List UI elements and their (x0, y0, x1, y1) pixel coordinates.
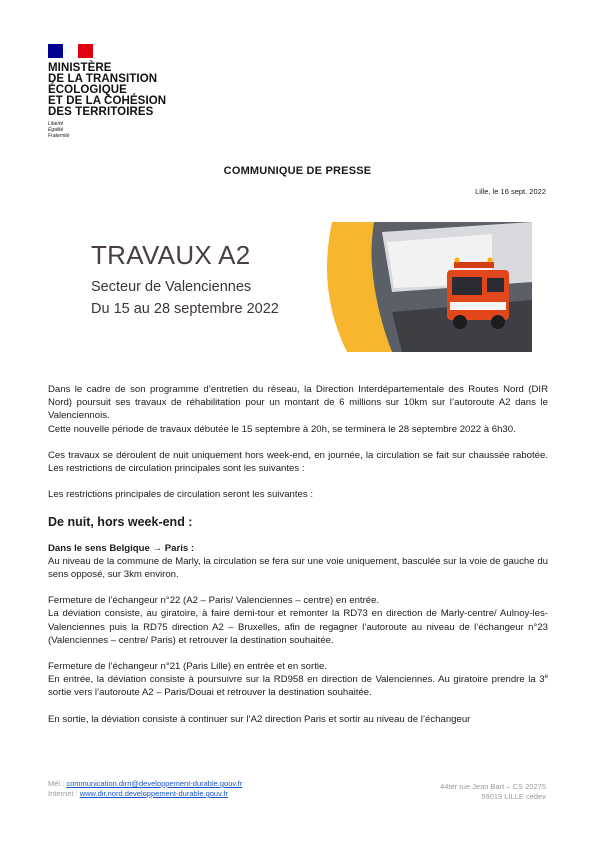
traffic-summary: Ces travaux se déroulent de nuit uniquement hors week-end, en journée, la circulation se fait sur chaussée rabotée. Les restrictions de circulation principales sont les suivantes : (48, 449, 548, 475)
direction-heading: Dans le sens Belgique → Paris : (48, 542, 195, 554)
republic-motto: Liberté Égalité Fraternité (48, 121, 70, 139)
marly-restriction: Au niveau de la commune de Marly, la circulation se fera sur une voie uniquement, basculée sur la voie de gauche du sens opposé, sur 3km environ. (48, 555, 548, 581)
press-release-title: COMMUNIQUE DE PRESSE (223, 165, 372, 177)
footer-address: 44ter rue Jean Bart – CS 20275 59019 LILLE cedex (440, 782, 546, 801)
exchange-22-detour: La déviation consiste, au giratoire, à faire demi-tour et remonter la RD73 en direction de Marly-centre/ Aulnoy-les-Valenciennes puis la RD75 direction A2 – Bruxelles, afin de regagner l’autoroute au niveau de l’échangeur n°23 (Valenciennes – centre/ Paris) et retrouver la destination souhaitée. (48, 608, 548, 646)
exchange-22-closure: Fermeture de l’échangeur n°22 (A2 – Paris/ Valenciennes – centre) en entrée. (48, 595, 380, 607)
exchange-21-entry-detour: En entrée, la déviation consiste à poursuivre sur la RD958 en direction de Valenciennes. Au giratoire prendre la 3e sortie vers l’autoroute A2 – Paris/Douai et retrouver la destination souhaitée. (48, 674, 548, 699)
works-period: Cette nouvelle période de travaux débutée le 15 septembre à 20h, se terminera le 28 septembre 2022 à 6h30. (48, 423, 516, 435)
section-night: De nuit, hors week-end : (48, 515, 193, 530)
budget-amount: 6 millions sur 10km (339, 397, 428, 409)
restrictions-intro: Les restrictions principales de circulation seront les suivantes : (48, 489, 314, 501)
intro-paragraph: Dans le cadre de son programme d’entretien du réseau, la Direction Interdépartementale des Routes Nord (DIR Nord) poursuit ses travaux de réhabilitation pour un montant de 6 millions sur 10km sur l’autoroute A2 dans le Valenciennois. (48, 384, 548, 422)
mail-link[interactable]: communication.dirn@developpement-durable.gouv.fr (66, 779, 243, 788)
banner-dates: Du 15 au 28 septembre 2022 (91, 301, 279, 317)
exchange-21-closure: Fermeture de l’échangeur n°21 (Paris Lille) en entrée et en sortie. (48, 661, 328, 673)
press-body (48, 383, 548, 726)
ministry-name: MINISTÈRE DE LA TRANSITION ÉCOLOGIQUE ET DE LA COHÉSION DES TERRITOIRES (48, 62, 167, 118)
footer-contact: Mél : communication.dirn@developpement-durable.gouv.fr Internet : www.dir.nord.developpement-durable.gouv.fr (48, 779, 243, 798)
banner-title: TRAVAUX A2 (91, 240, 251, 270)
exchange-21-exit-detour: En sortie, la déviation consiste à continuer sur l’A2 direction Paris et sortir au niveau de l’échangeur (48, 713, 471, 725)
marianne-flag-icon (48, 44, 93, 58)
banner-subtitle: Secteur de Valenciennes (91, 279, 252, 295)
date-line: Lille, le 16 sept. 2022 (475, 187, 546, 196)
works-banner (62, 222, 532, 352)
ministry-logo (48, 44, 166, 139)
banner-text (91, 240, 279, 317)
website-link[interactable]: www.dir.nord.developpement-durable.gouv.fr (79, 789, 228, 798)
